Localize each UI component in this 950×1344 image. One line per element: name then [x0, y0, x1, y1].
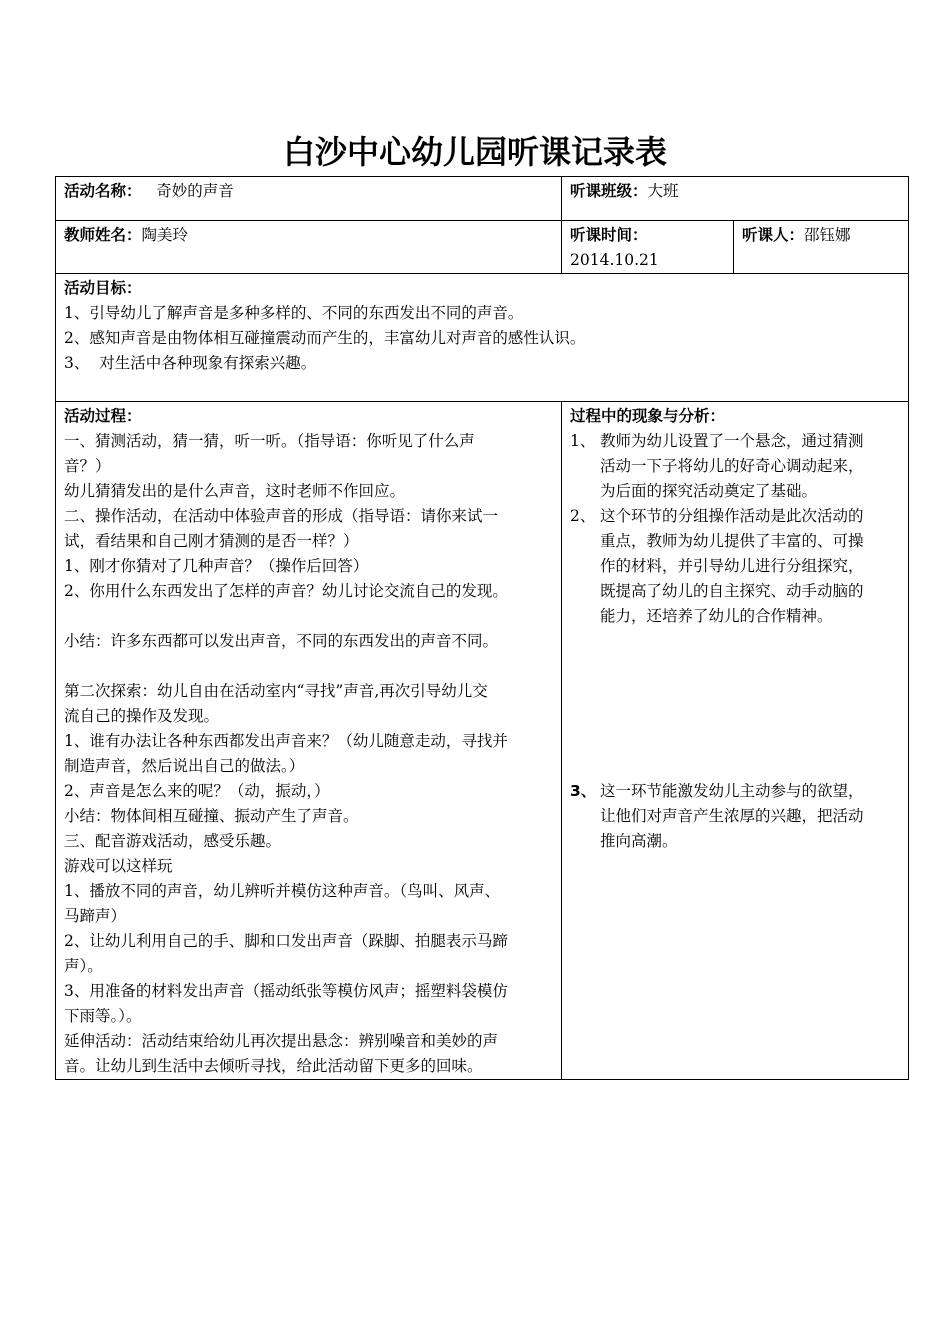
time-value: 2014.10.21	[570, 251, 659, 269]
teacher-cell	[56, 221, 562, 274]
process-line: 音。让幼儿到生活中去倾听寻找，给此活动留下更多的回味。	[64, 1057, 483, 1075]
process-line: 马蹄声）	[64, 907, 127, 925]
time-cell	[562, 221, 734, 274]
row-activity	[56, 177, 909, 221]
process-line: 小结：物体间相互碰撞、振动产生了声音。	[64, 807, 359, 825]
blank-line	[64, 654, 553, 679]
activity-name-label: 活动名称：	[64, 182, 142, 200]
process-line: 制造声音，然后说出自己的做法。）	[64, 757, 305, 775]
analysis-line: 这个环节的分组操作活动是此次活动的	[600, 507, 864, 525]
analysis-item	[570, 504, 900, 629]
activity-name-cell	[56, 177, 562, 221]
analysis-line: 让他们对声音产生浓厚的兴趣，把活动	[600, 807, 864, 825]
process-line: 流自己的操作及发现。	[64, 707, 220, 725]
process-line: 幼儿猜猜发出的是什么声音，这时老师不作回应。	[64, 482, 406, 500]
blank-line	[64, 604, 553, 629]
class-value: 大班	[647, 182, 679, 200]
row-goals	[56, 274, 909, 402]
process-line: 2、让幼儿利用自己的手、脚和口发出声音（跺脚、拍腿表示马蹄	[64, 932, 508, 950]
process-line: 下雨等。）。	[64, 1007, 142, 1025]
analysis-spacer	[570, 629, 900, 779]
analysis-item	[570, 429, 900, 504]
analysis-line: 这一环节能激发幼儿主动参与的欲望，	[600, 782, 864, 800]
process-line: 二、操作活动，在活动中体验声音的形成（指导语：请你来试一	[64, 507, 499, 525]
time-label: 听课时间：	[570, 226, 648, 244]
process-cell	[56, 402, 562, 1080]
analysis-line: 能力，还培养了幼儿的合作精神。	[600, 607, 833, 625]
analysis-line: 作的材料，并引导幼儿进行分组探究，	[600, 557, 864, 575]
process-line: 3、用准备的材料发出声音（摇动纸张等模仿风声；摇塑料袋模仿	[64, 982, 508, 1000]
analysis-line: 教师为幼儿设置了一个悬念，通过猜测	[600, 432, 864, 450]
process-line: 三、配音游戏活动，感受乐趣。	[64, 832, 282, 850]
record-table	[55, 176, 909, 1080]
analysis-line: 重点，教师为幼儿提供了丰富的、可操	[600, 532, 864, 550]
analysis-label: 过程中的现象与分析：	[570, 407, 726, 425]
process-label: 活动过程：	[64, 407, 142, 425]
goal-item: 3、 对生活中各种现象有探索兴趣。	[64, 354, 317, 372]
row-teacher	[56, 221, 909, 274]
analysis-item-number: 1、	[570, 432, 596, 450]
process-line: 1、谁有办法让各种东西都发出声音来？（幼儿随意走动，寻找并	[64, 732, 508, 750]
process-line: 一、猜测活动，猜一猜，听一听。（指导语：你听见了什么声	[64, 432, 475, 450]
goal-item: 1、引导幼儿了解声音是多种多样的、不同的东西发出不同的声音。	[64, 304, 524, 322]
analysis-item-number: 3、	[570, 782, 597, 800]
analysis-item	[570, 779, 900, 854]
class-label: 听课班级：	[570, 182, 648, 200]
activity-name-value: 奇妙的声音	[156, 182, 234, 200]
analysis-line: 既提高了幼儿的自主探究、动手动脑的	[600, 582, 864, 600]
page-title: 白沙中心幼儿园听课记录表	[282, 133, 667, 171]
row-process	[56, 402, 909, 1080]
process-line: 第二次探索：幼儿自由在活动室内“寻找”声音,再次引导幼儿交	[64, 682, 488, 700]
goals-cell	[56, 274, 909, 402]
analysis-item-number: 2、	[570, 507, 596, 525]
process-line: 2、你用什么东西发出了怎样的声音？幼儿讨论交流自己的发现。	[64, 582, 508, 600]
listener-label: 听课人：	[742, 226, 805, 244]
process-line: 1、刚才你猜对了几种声音？（操作后回答）	[64, 557, 369, 575]
listener-cell	[734, 221, 909, 274]
analysis-line: 为后面的探究活动奠定了基础。	[600, 482, 818, 500]
process-line: 试，看结果和自己刚才猜测的是否一样？）	[64, 532, 359, 550]
class-cell	[562, 177, 909, 221]
process-lines	[64, 429, 553, 1079]
process-line: 延伸活动：活动结束给幼儿再次提出悬念：辨别噪音和美妙的声	[64, 1032, 499, 1050]
teacher-value: 陶美玲	[141, 226, 189, 244]
goals-label: 活动目标：	[64, 279, 142, 297]
process-line: 音？）	[64, 457, 111, 475]
process-line: 游戏可以这样玩	[64, 857, 173, 875]
analysis-cell	[562, 402, 909, 1080]
goal-item: 2、感知声音是由物体相互碰撞震动而产生的，丰富幼儿对声音的感性认识。	[64, 329, 586, 347]
teacher-label: 教师姓名：	[64, 226, 142, 244]
listener-value: 邵钰娜	[804, 226, 851, 244]
process-line: 声）。	[64, 957, 103, 975]
process-line: 2、声音是怎么来的呢？（动，振动，）	[64, 782, 330, 800]
analysis-list	[570, 429, 900, 854]
analysis-line: 推向高潮。	[600, 832, 678, 850]
process-line: 小结：许多东西都可以发出声音，不同的东西发出的声音不同。	[64, 632, 499, 650]
process-line: 1、播放不同的声音，幼儿辨听并模仿这种声音。（鸟叫、风声、	[64, 882, 501, 900]
analysis-line: 活动一下子将幼儿的好奇心调动起来，	[600, 457, 864, 475]
